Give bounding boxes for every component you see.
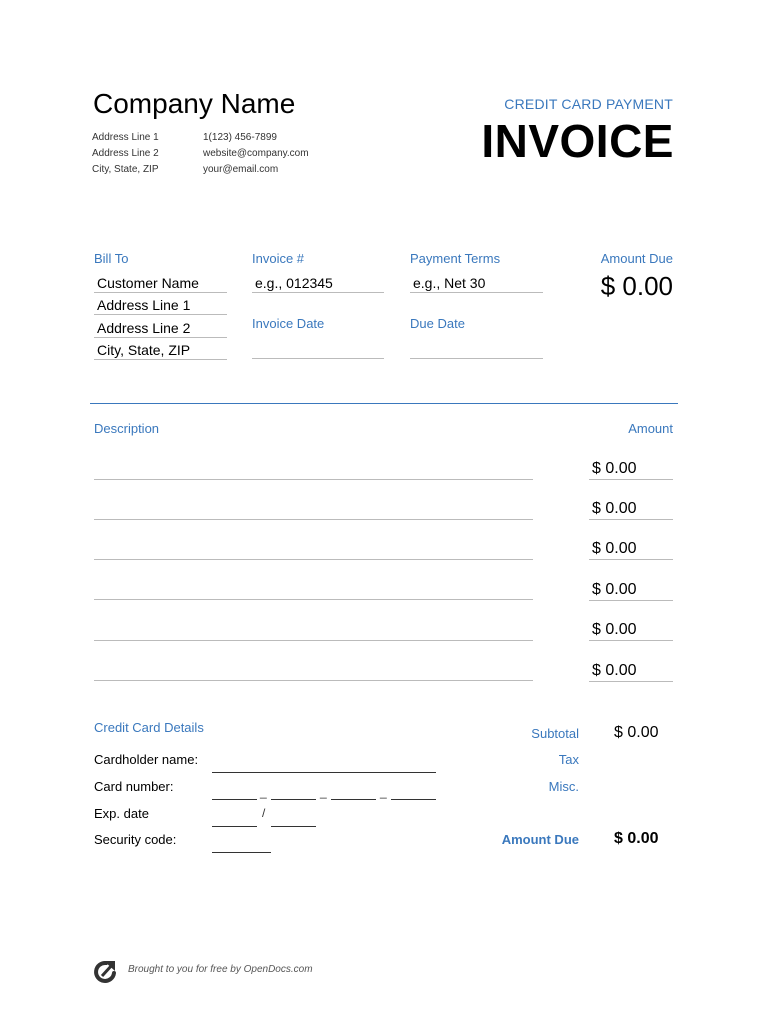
address-line-1: Address Line 1 (92, 132, 159, 143)
opendocs-logo-icon (93, 959, 117, 985)
footer-credit-text[interactable]: Brought to you for free by OpenDocs.com (128, 964, 313, 975)
address-line-2: Address Line 2 (92, 148, 159, 159)
amount-due-value: $ 0.00 (600, 271, 673, 301)
exp-date-separator: / (262, 806, 266, 820)
section-divider (90, 403, 678, 404)
item-description-4[interactable] (94, 599, 533, 600)
tax-label: Tax (558, 752, 579, 767)
misc-label: Misc. (548, 779, 579, 794)
total-amount-due-label: Amount Due (501, 832, 579, 847)
bill-to-label: Bill To (94, 251, 129, 266)
cardholder-name-label: Cardholder name: (94, 752, 199, 767)
item-description-6[interactable] (94, 680, 533, 681)
exp-year-field[interactable] (271, 826, 316, 827)
invoice-number-field[interactable]: e.g., 012345 (252, 273, 384, 293)
card-number-field-4[interactable] (391, 799, 436, 800)
payment-terms-field[interactable]: e.g., Net 30 (410, 273, 543, 293)
card-number-field-2[interactable] (271, 799, 316, 800)
item-amount-3[interactable]: $ 0.00 (589, 538, 673, 560)
invoice-number-label: Invoice # (252, 251, 305, 266)
exp-date-label: Exp. date (94, 806, 149, 821)
invoice-title: INVOICE (481, 115, 674, 167)
company-phone: 1(123) 456-7899 (203, 132, 277, 143)
card-number-field-1[interactable] (212, 799, 257, 800)
subtotal-value: $ 0.00 (614, 724, 659, 741)
item-description-5[interactable] (94, 640, 533, 641)
item-description-1[interactable] (94, 479, 533, 480)
due-date-field[interactable] (410, 339, 543, 359)
item-description-2[interactable] (94, 519, 533, 520)
total-amount-due-value: $ 0.00 (614, 830, 659, 847)
card-number-field-3[interactable] (331, 799, 376, 800)
payment-terms-label: Payment Terms (410, 251, 501, 266)
item-amount-2[interactable]: $ 0.00 (589, 498, 673, 520)
item-amount-6[interactable]: $ 0.00 (589, 660, 673, 682)
bill-to-address-2[interactable]: Address Line 2 (94, 318, 227, 338)
item-amount-4[interactable]: $ 0.00 (589, 579, 673, 601)
card-number-separator: _ (260, 785, 267, 799)
cardholder-name-field[interactable] (212, 772, 436, 773)
address-city-state-zip: City, State, ZIP (92, 164, 159, 175)
bill-to-address-1[interactable]: Address Line 1 (94, 295, 227, 315)
invoice-subtitle: CREDIT CARD PAYMENT (504, 96, 673, 112)
security-code-field[interactable] (212, 852, 271, 853)
invoice-date-field[interactable] (252, 339, 384, 359)
exp-month-field[interactable] (212, 826, 257, 827)
bill-to-city-state-zip[interactable]: City, State, ZIP (94, 340, 227, 360)
company-name: Company Name (93, 88, 296, 119)
company-website: website@company.com (203, 148, 309, 159)
credit-card-details-title: Credit Card Details (94, 720, 204, 735)
item-description-3[interactable] (94, 559, 533, 560)
company-contact (203, 130, 309, 178)
company-email: your@email.com (203, 164, 279, 175)
company-address (92, 130, 159, 178)
invoice-date-label: Invoice Date (252, 316, 325, 331)
due-date-label: Due Date (410, 316, 465, 331)
description-header: Description (94, 421, 160, 436)
bill-to-customer-name[interactable]: Customer Name (94, 273, 227, 293)
item-amount-5[interactable]: $ 0.00 (589, 619, 673, 641)
amount-header: Amount (628, 421, 673, 436)
card-number-label: Card number: (94, 779, 174, 794)
amount-due-label: Amount Due (600, 251, 673, 266)
item-amount-1[interactable]: $ 0.00 (589, 458, 673, 480)
card-number-separator: _ (380, 785, 387, 799)
security-code-label: Security code: (94, 832, 177, 847)
subtotal-label: Subtotal (531, 726, 579, 741)
card-number-separator: _ (320, 785, 327, 799)
